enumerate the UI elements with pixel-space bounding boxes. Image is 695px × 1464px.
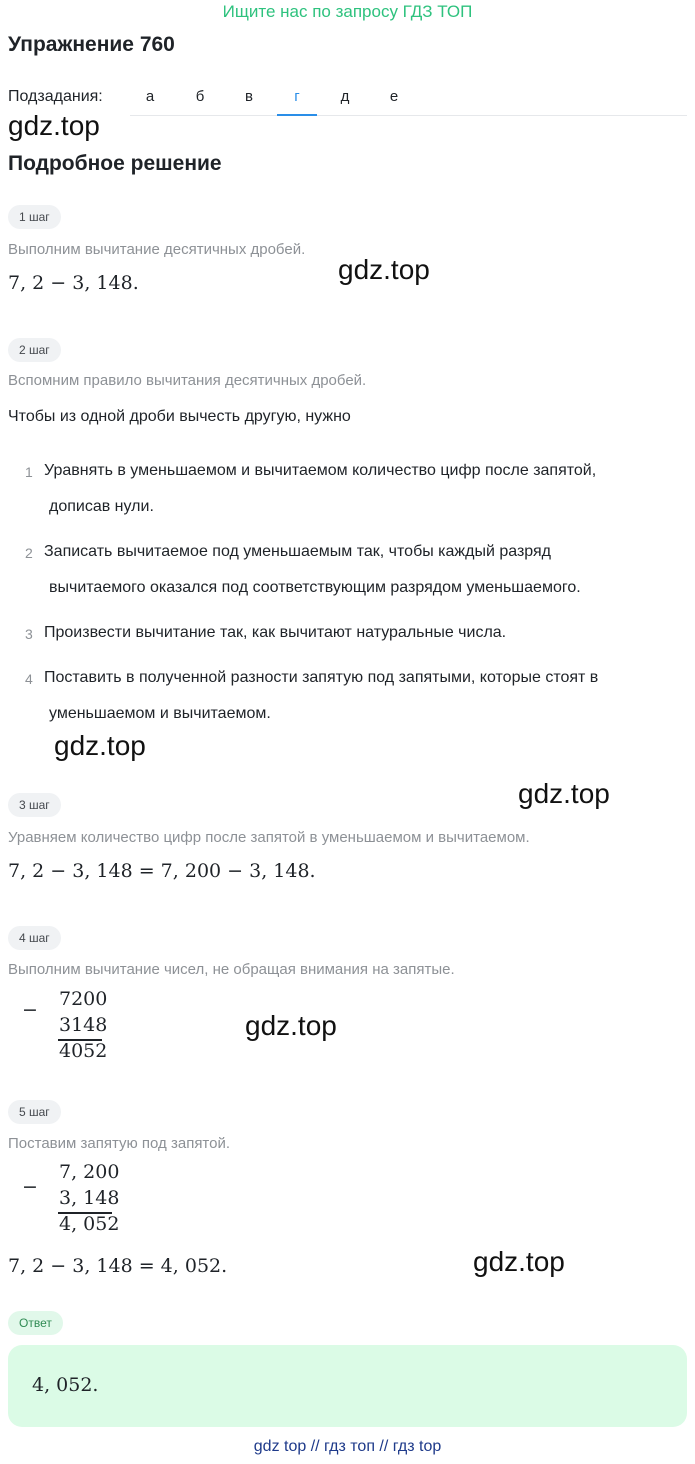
rule-1-line-1: Уравнять в уменьшаемом и вычитаемом количество цифр после запятой, — [44, 462, 597, 479]
watermark: gdz.top — [245, 1010, 337, 1041]
footer-links[interactable]: gdz top // гдз топ // гдз top — [253, 1438, 442, 1455]
watermark: gdz.top — [518, 778, 610, 809]
tabs-divider — [130, 115, 687, 116]
watermark: gdz.top — [473, 1246, 565, 1277]
rule-2-line-2: вычитаемого оказался под соответствующим разрядом уменьшаемого. — [49, 579, 581, 596]
answer-value: 4, 052. — [32, 1374, 99, 1396]
watermark: gdz.top — [8, 110, 100, 141]
step-1-math: 7, 2 − 3, 148. — [8, 272, 139, 294]
step-2-badge: 2 шаг — [8, 338, 61, 362]
rule-3-number: 3 — [25, 626, 33, 642]
column-minus-sign: − — [22, 1176, 38, 1198]
rule-4-line-2: уменьшаемом и вычитаемом. — [49, 705, 271, 722]
rule-2-number: 2 — [25, 545, 33, 561]
step-4-badge: 4 шаг — [8, 926, 61, 950]
step-1-badge: 1 шаг — [8, 205, 61, 229]
tab-e[interactable]: е — [389, 88, 399, 105]
step-3-math: 7, 2 − 3, 148 = 7, 200 − 3, 148. — [8, 860, 316, 882]
tab-d[interactable]: д — [340, 88, 350, 105]
column-subtrahend: 3148 — [59, 1014, 108, 1036]
answer-box — [8, 1345, 687, 1427]
tab-v[interactable]: в — [245, 88, 253, 105]
step-1-hint: Выполним вычитание десятичных дробей. — [8, 241, 306, 258]
page-title: Упражнение 760 — [8, 33, 175, 56]
tab-g[interactable]: г — [294, 88, 300, 105]
rule-2-line-1: Записать вычитаемое под уменьшаемым так, чтобы каждый разряд — [44, 543, 552, 560]
tab-a[interactable]: а — [145, 88, 155, 105]
step-3-badge: 3 шаг — [8, 793, 61, 817]
step-2-hint: Вспомним правило вычитания десятичных дробей. — [8, 372, 367, 389]
step-5-badge: 5 шаг — [8, 1100, 61, 1124]
step-3-hint: Уравняем количество цифр после запятой в уменьшаемом и вычитаемом. — [8, 829, 530, 846]
column-result: 4, 052 — [59, 1213, 120, 1235]
step-2-intro: Чтобы из одной дроби вычесть другую, нужно — [8, 408, 351, 425]
solution-title: Подробное решение — [8, 152, 222, 175]
column-minus-sign: − — [22, 999, 38, 1021]
watermark: gdz.top — [338, 254, 430, 285]
rule-1-line-2: дописав нули. — [49, 498, 154, 515]
top-banner: Ищите нас по запросу ГДЗ ТОП — [222, 2, 473, 21]
step-4-hint: Выполним вычитание чисел, не обращая внимания на запятые. — [8, 961, 455, 978]
rule-4-line-1: Поставить в полученной разности запятую под запятыми, которые стоят в — [44, 669, 599, 686]
subtasks-label: Подзадания: — [8, 88, 103, 105]
answer-badge: Ответ — [8, 1311, 63, 1335]
tab-b[interactable]: б — [195, 88, 205, 105]
step-5-hint: Поставим запятую под запятой. — [8, 1135, 231, 1152]
watermark: gdz.top — [54, 730, 146, 761]
rule-3-line-1: Произвести вычитание так, как вычитают натуральные числа. — [44, 624, 507, 641]
step-5-math: 7, 2 − 3, 148 = 4, 052. — [8, 1255, 228, 1277]
column-result: 4052 — [59, 1040, 108, 1062]
rule-1-number: 1 — [25, 464, 33, 480]
active-tab-indicator — [277, 114, 317, 116]
rule-4-number: 4 — [25, 671, 33, 687]
column-minuend: 7200 — [59, 988, 108, 1010]
column-subtrahend: 3, 148 — [59, 1187, 120, 1209]
column-minuend: 7, 200 — [59, 1161, 120, 1183]
